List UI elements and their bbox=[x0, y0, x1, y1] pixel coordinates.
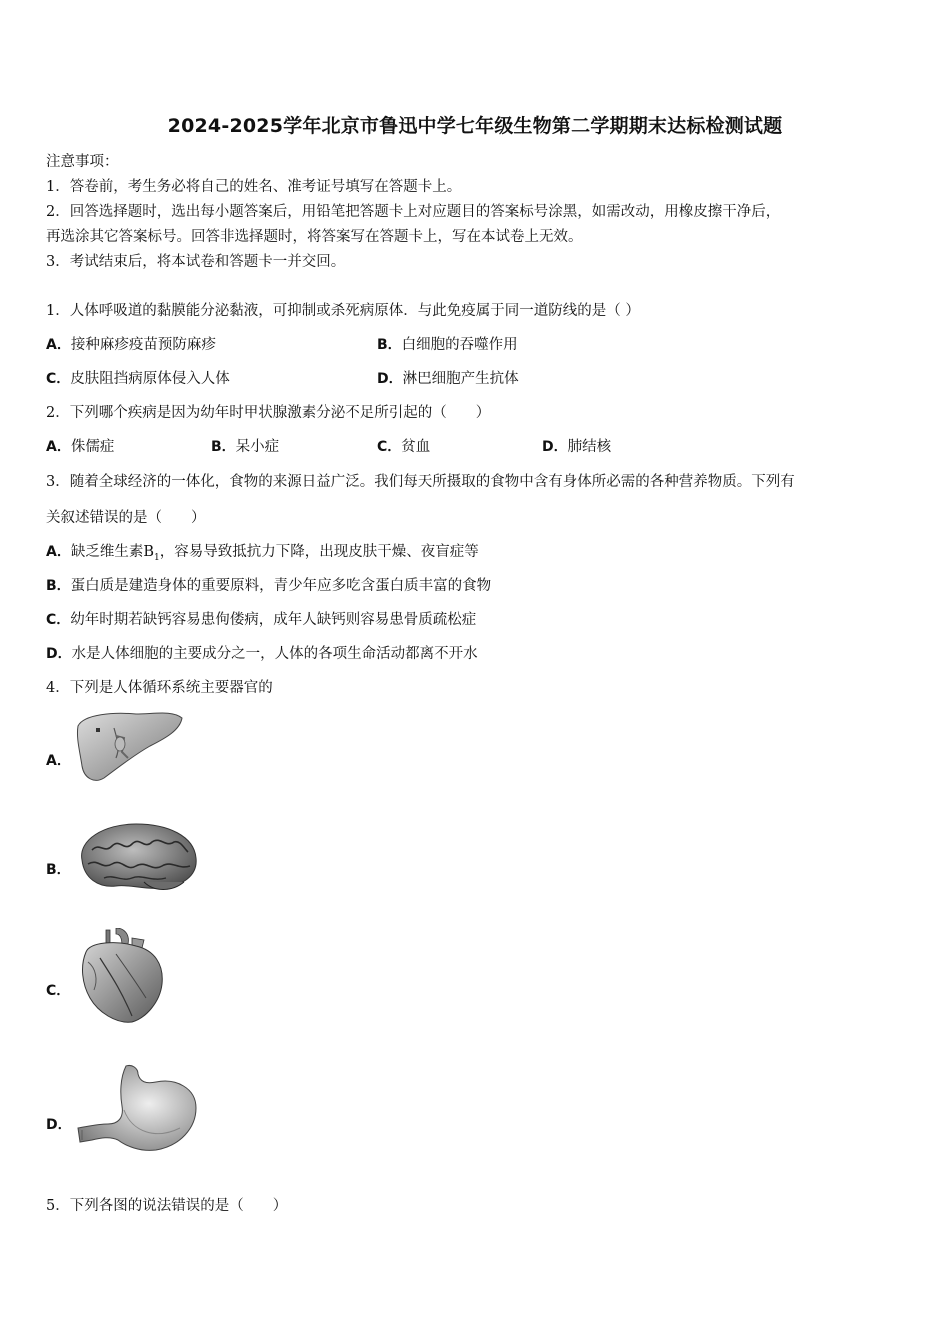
q5-stem: 5．下列各图的说法错误的是（ ） bbox=[46, 1198, 288, 1214]
q4-option-d-key[interactable]: D． bbox=[46, 1117, 72, 1133]
q1-option-a[interactable] bbox=[46, 335, 216, 355]
q2-option-d[interactable] bbox=[542, 437, 611, 457]
q2-option-d-text: 肺结核 bbox=[567, 439, 612, 455]
q1-option-d[interactable] bbox=[377, 369, 519, 389]
q3-option-a[interactable] bbox=[46, 542, 479, 568]
q1-option-c-text: 皮肤阻挡病原体侵入人体 bbox=[70, 371, 230, 387]
q3-option-d[interactable] bbox=[46, 644, 478, 664]
q1-option-b-text: 白细胞的吞噬作用 bbox=[401, 337, 518, 353]
q3-stem-line1: 3．随着全球经济的一体化，食物的来源日益广泛。我们每天所摄取的食物中含有身体所必需的各种营养物质。下列有 bbox=[46, 474, 795, 490]
q1-option-d-key: D． bbox=[377, 371, 403, 387]
q1-option-a-text: 接种麻疹疫苗预防麻疹 bbox=[70, 337, 216, 353]
q4-option-b-key[interactable]: B． bbox=[46, 862, 71, 878]
q1-stem: 1．人体呼吸道的黏膜能分泌黏液，可抑制或杀死病原体．与此免疫属于同一道防线的是（ ） bbox=[46, 303, 640, 319]
q2-option-b[interactable] bbox=[211, 437, 279, 457]
q1-option-c[interactable] bbox=[46, 369, 230, 389]
stomach-icon[interactable] bbox=[76, 1062, 198, 1156]
heart-icon[interactable] bbox=[76, 928, 166, 1024]
liver-icon[interactable] bbox=[74, 708, 184, 784]
notice-heading: 注意事项： bbox=[46, 154, 119, 170]
q3-option-c[interactable] bbox=[46, 610, 476, 630]
q2-option-c-text: 贫血 bbox=[401, 439, 431, 455]
q3-option-b-key: B． bbox=[46, 578, 71, 594]
q3-option-b-text: 蛋白质是建造身体的重要原料，青少年应多吃含蛋白质丰富的食物 bbox=[70, 578, 492, 594]
q2-option-b-text: 呆小症 bbox=[235, 439, 280, 455]
notice-item-3: 3．考试结束后，将本试卷和答题卡一并交回。 bbox=[46, 254, 346, 270]
q3-option-a-key: A． bbox=[46, 544, 71, 560]
q2-option-c-key: C． bbox=[377, 439, 402, 455]
q2-stem: 2．下列哪个疾病是因为幼年时甲状腺激素分泌不足所引起的（ ） bbox=[46, 405, 491, 421]
q2-option-d-key: D． bbox=[542, 439, 568, 455]
notice-item-2: 2．回答选择题时，选出每小题答案后，用铅笔把答题卡上对应题目的答案标号涂黑，如需改动，用橡皮擦干净后， bbox=[46, 204, 781, 220]
brain-icon[interactable] bbox=[74, 820, 200, 892]
q1-option-c-key: C． bbox=[46, 371, 71, 387]
notice-item-1: 1．答卷前，考生务必将自己的姓名、准考证号填写在答题卡上。 bbox=[46, 179, 462, 195]
q3-option-c-text: 幼年时期若缺钙容易患佝偻病，成年人缺钙则容易患骨质疏松症 bbox=[70, 612, 477, 628]
q3-option-d-text: 水是人体细胞的主要成分之一，人体的各项生命活动都离不开水 bbox=[71, 646, 478, 662]
q2-option-b-key: B． bbox=[211, 439, 236, 455]
q3-stem-line2: 关叙述错误的是（ ） bbox=[46, 510, 206, 526]
q3-option-c-key: C． bbox=[46, 612, 71, 628]
q2-option-a-key: A． bbox=[46, 439, 71, 455]
q1-option-b[interactable] bbox=[377, 335, 518, 355]
q1-option-b-key: B． bbox=[377, 337, 402, 353]
q4-option-a-key[interactable]: A． bbox=[46, 753, 71, 769]
q3-option-a-text-post: ，容易导致抵抗力下降，出现皮肤干燥、夜盲症等 bbox=[159, 544, 479, 560]
q2-option-c[interactable] bbox=[377, 437, 430, 457]
q3-option-a-text-pre: 缺乏维生素B bbox=[70, 544, 154, 560]
q1-option-d-text: 淋巴细胞产生抗体 bbox=[402, 371, 519, 387]
q2-option-a[interactable] bbox=[46, 437, 114, 457]
page-title: 2024-2025学年北京市鲁迅中学七年级生物第二学期期末达标检测试题 bbox=[167, 115, 783, 137]
notice-item-2-cont: 再选涂其它答案标号。回答非选择题时，将答案写在答题卡上，写在本试卷上无效。 bbox=[46, 229, 583, 245]
q3-option-b[interactable] bbox=[46, 576, 491, 596]
q3-option-d-key: D． bbox=[46, 646, 72, 662]
q2-option-a-text: 侏儒症 bbox=[70, 439, 115, 455]
q4-stem: 4．下列是人体循环系统主要器官的 bbox=[46, 680, 273, 696]
q3-option-a-subscript: 1 bbox=[154, 552, 160, 563]
q1-option-a-key: A． bbox=[46, 337, 71, 353]
q4-option-c-key[interactable]: C． bbox=[46, 983, 71, 999]
